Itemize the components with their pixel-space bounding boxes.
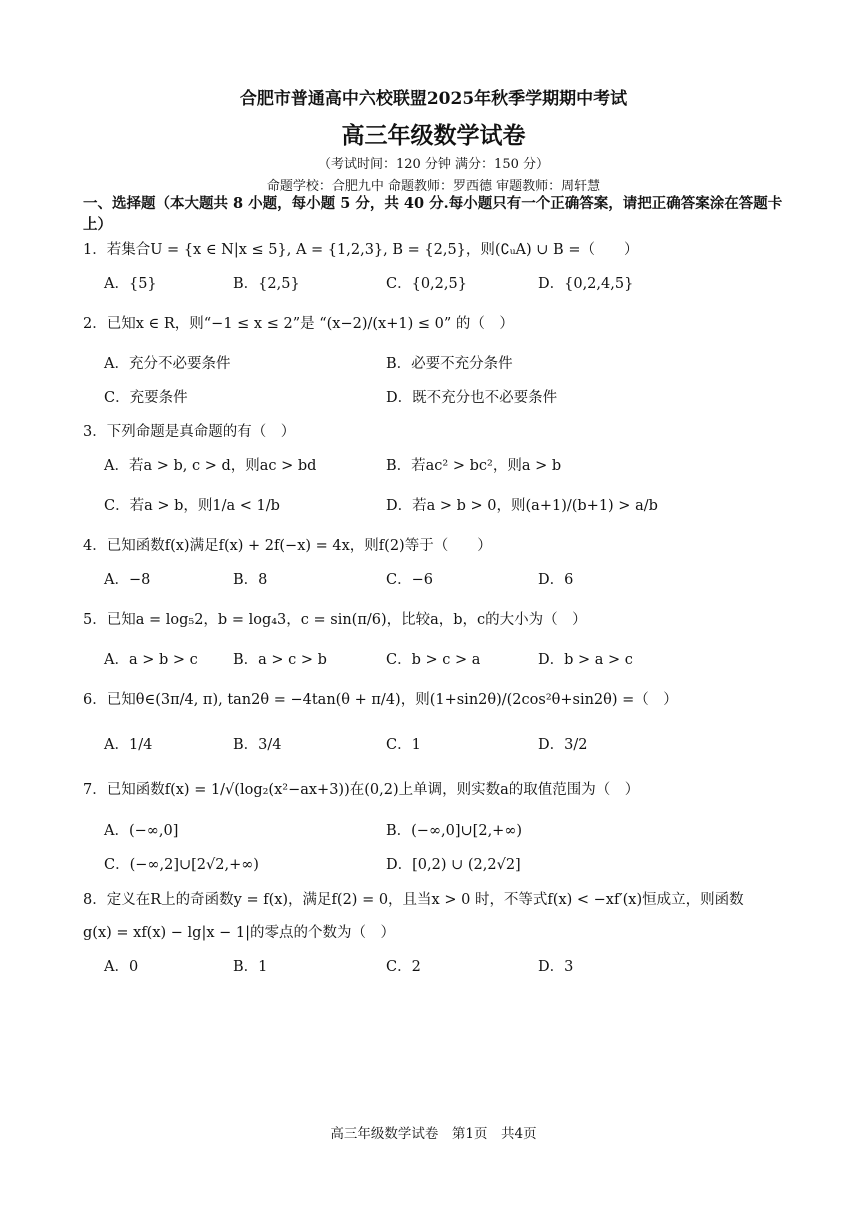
section-heading: 一、选择题（本大题共 8 小题，每小题 5 分，共 40 分.每小题只有一个正确答案，请把正确答案涂在答题卡上） (83, 195, 783, 233)
q1-option-d: D．{0,2,4,5} (538, 276, 634, 292)
question-2: 2．已知x ∈ R，则“−1 ≤ x ≤ 2”是 “(x−2)/(x+1) ≤ 0” 的（ ） (83, 316, 514, 332)
q2-option-b: B．必要不充分条件 (386, 356, 513, 372)
q5-option-a: A．a > b > c (104, 652, 198, 668)
question-6: 6．已知θ∈(3π/4, π), tan2θ = −4tan(θ + π/4)，则(1+sin2θ)/(2cos²θ+sin2θ) =（ ） (83, 692, 678, 708)
question-5: 5．已知a = log₅2，b = log₄3，c = sin(π/6)，比较a，b，c的大小为（ ） (83, 612, 587, 628)
exam-info: （考试时间：120 分钟 满分：150 分） (317, 157, 550, 172)
q4-option-c: C．−6 (386, 572, 433, 588)
question-4: 4．已知函数f(x)满足f(x) + 2f(−x) = 4x，则f(2)等于（ ） (83, 538, 492, 554)
q3-option-d: D．若a > b > 0，则(a+1)/(b+1) > a/b (386, 498, 658, 514)
q7-option-d: D．[0,2) ∪ (2,2√2] (386, 857, 521, 873)
exam-authors: 命题学校：合肥九中 命题教师：罗西德 审题教师：周轩慧 (266, 179, 601, 194)
exam-title: 合肥市普通高中六校联盟2025年秋季学期期中考试 (239, 89, 628, 109)
q8-option-b: B．1 (233, 959, 268, 975)
q5-option-c: C．b > c > a (386, 652, 481, 668)
exam-subtitle: 高三年级数学试卷 (341, 122, 526, 149)
q3-option-c: C．若a > b，则1/a < 1/b (104, 498, 280, 514)
question-8: 8．定义在R上的奇函数y = f(x)，满足f(2) = 0，且当x > 0 时，不等式f(x) < −xf′(x)恒成立，则函数 (83, 892, 744, 908)
q6-option-a: A．1/4 (104, 737, 153, 753)
q1-option-b: B．{2,5} (233, 276, 300, 292)
question-8-continued: g(x) = xf(x) − lg|x − 1|的零点的个数为（ ） (83, 925, 396, 941)
q2-option-c: C．充要条件 (104, 390, 188, 406)
q8-option-a: A．0 (104, 959, 139, 975)
q7-option-b: B．(−∞,0]∪[2,+∞) (386, 823, 523, 839)
q6-option-d: D．3/2 (538, 737, 588, 753)
q1-option-a: A．{5} (104, 276, 157, 292)
q4-option-a: A．−8 (104, 572, 151, 588)
q6-option-c: C．1 (386, 737, 421, 753)
q3-option-a: A．若a > b, c > d，则ac > bd (104, 458, 317, 474)
question-3: 3．下列命题是真命题的有（ ） (83, 424, 296, 440)
q8-option-d: D．3 (538, 959, 574, 975)
q5-option-b: B．a > c > b (233, 652, 327, 668)
q2-option-a: A．充分不必要条件 (104, 356, 231, 372)
q7-option-a: A．(−∞,0] (104, 823, 179, 839)
page-footer: 高三年级数学试卷 第1页 共4页 (330, 1126, 537, 1142)
q3-option-b: B．若ac² > bc²，则a > b (386, 458, 562, 474)
question-7: 7．已知函数f(x) = 1/√(log₂(x²−ax+3))在(0,2)上单调，则实数a的取值范围为（ ） (83, 782, 640, 798)
q4-option-d: D．6 (538, 572, 574, 588)
q8-option-c: C．2 (386, 959, 421, 975)
q4-option-b: B．8 (233, 572, 268, 588)
question-1: 1．若集合U = {x ∈ N|x ≤ 5}, A = {1,2,3}, B = {2,5}，则(∁ᵤA) ∪ B =（ ） (83, 242, 639, 258)
q1-option-c: C．{0,2,5} (386, 276, 467, 292)
q7-option-c: C．(−∞,2]∪[2√2,+∞) (104, 857, 259, 873)
q5-option-d: D．b > a > c (538, 652, 633, 668)
q6-option-b: B．3/4 (233, 737, 282, 753)
q2-option-d: D．既不充分也不必要条件 (386, 390, 558, 406)
